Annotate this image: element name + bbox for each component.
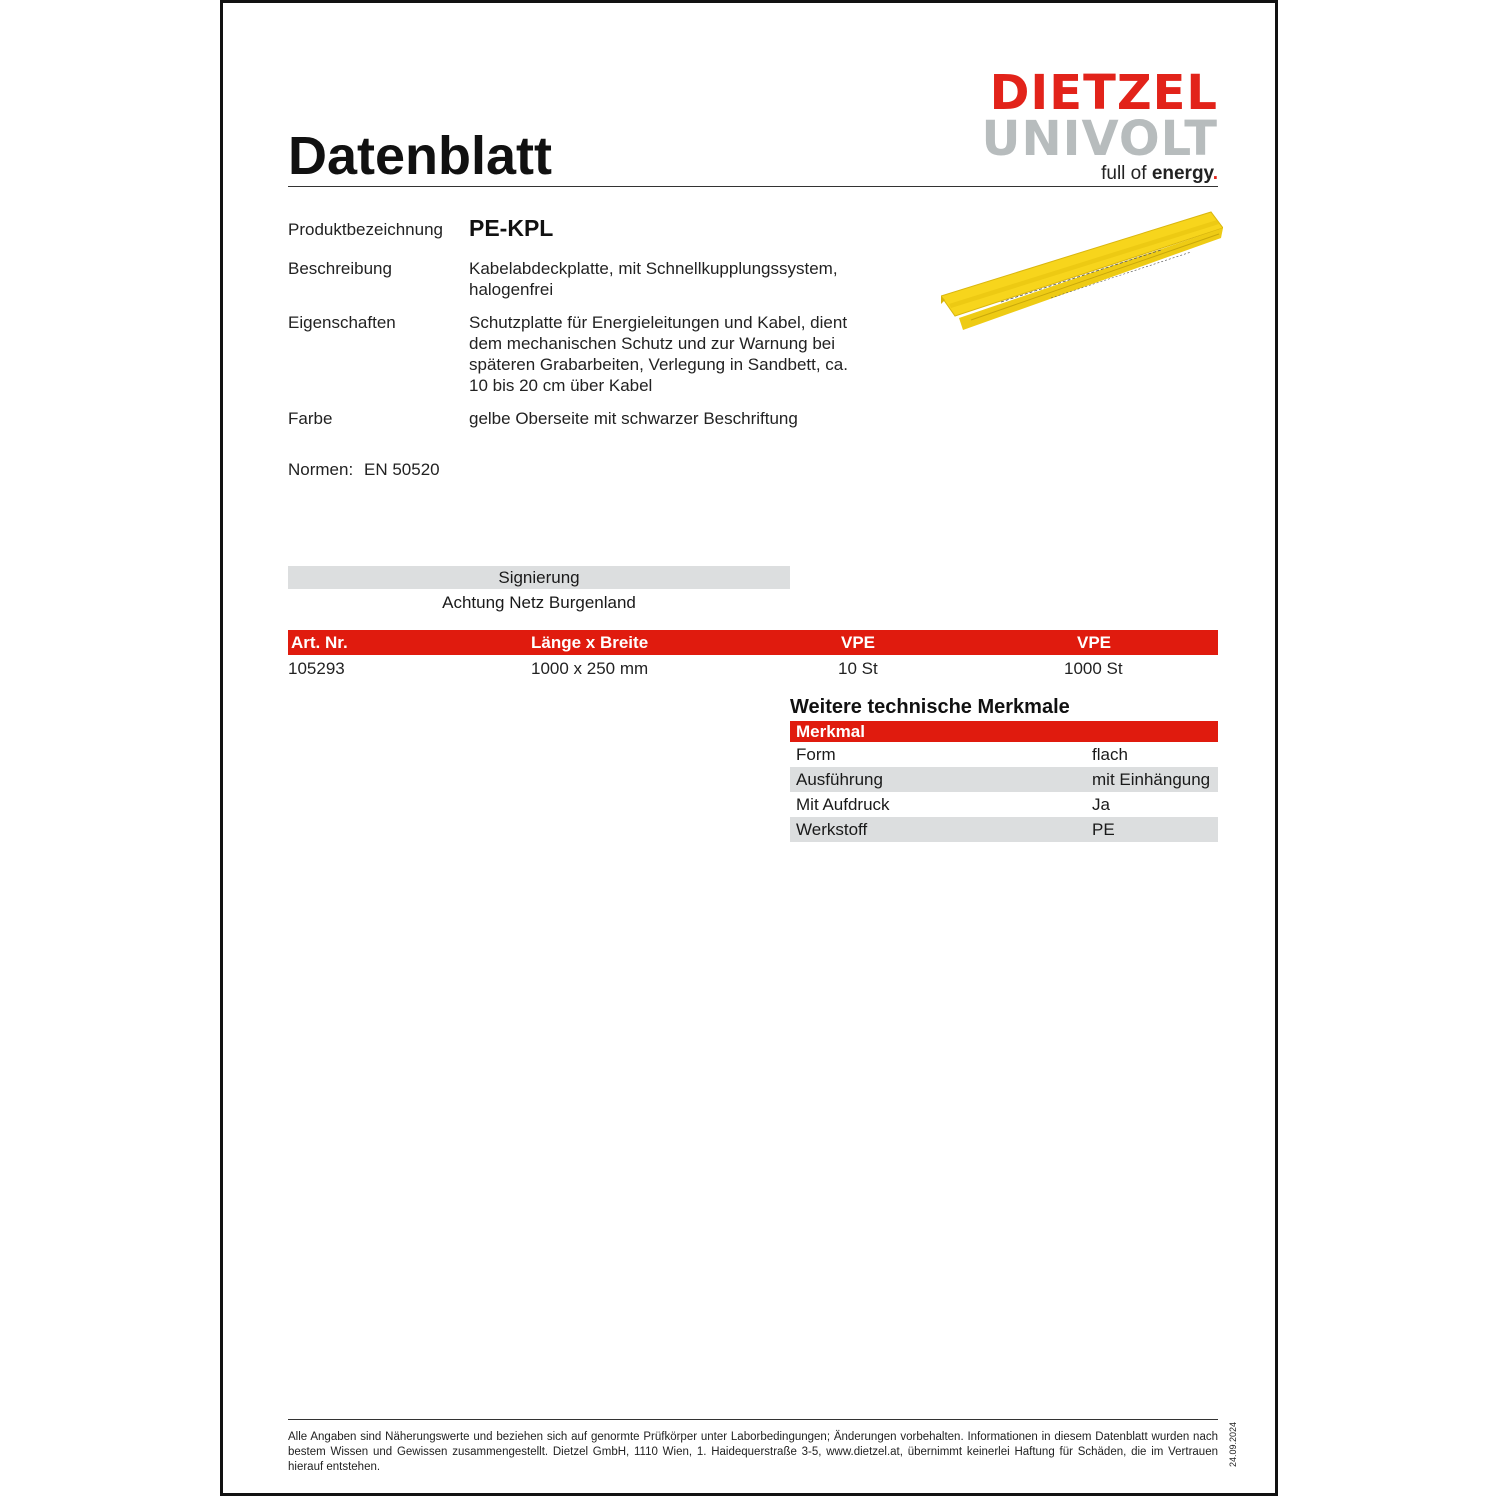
col-art-nr: Art. Nr. [291, 633, 348, 652]
article-table-header [288, 630, 1218, 655]
print-date: 24.09.2024 [1228, 1421, 1238, 1467]
features-title: Weitere technische Merkmale [790, 696, 1070, 718]
feature-row: Werkstoff PE [790, 817, 1218, 842]
product-name-label: Produktbezeichnung [288, 220, 444, 239]
cell-art-nr: 105293 [288, 659, 345, 678]
norms-value: EN 50520 [364, 460, 440, 479]
color-label: Farbe [288, 409, 333, 428]
properties-value: Schutzplatte für Energieleitungen und Kabel, dient dem mechanischen Schutz und zur Warnung bei späteren Grabarbeiten, Verlegung in Sandbett, ca. 10 bis 20 cm über Kabel [469, 313, 848, 395]
feature-row: Mit Aufdruck Ja [796, 795, 1110, 814]
signierung-header: Signierung [288, 566, 790, 589]
properties-label: Eigenschaften [288, 313, 396, 332]
description-value: Kabelabdeckplatte, mit Schnellkupplungssystem, halogenfrei [469, 259, 838, 299]
col-vpe-2: VPE [1077, 633, 1112, 652]
logo-univolt-text: UNIVOLT [981, 111, 1218, 167]
product-name: PE-KPL [469, 215, 554, 241]
page-title: Datenblatt [288, 126, 553, 186]
features-header: Merkmal [790, 721, 1218, 742]
product-image [941, 208, 1223, 333]
feature-row: Ausführung mit Einhängung [790, 767, 1218, 792]
col-vpe-1: VPE [841, 633, 876, 652]
cell-dimensions: 1000 x 250 mm [531, 659, 649, 678]
feature-row: Form flach [796, 745, 1128, 764]
color-value: gelbe Oberseite mit schwarzer Beschriftung [469, 409, 798, 428]
signierung-value: Achtung Netz Burgenland [442, 593, 636, 612]
dietzel-univolt-logo [981, 65, 1223, 187]
cell-vpe-2: 1000 St [1064, 659, 1123, 678]
footer-divider [288, 1419, 1218, 1420]
norms-label: Normen: [288, 460, 354, 479]
logo-slogan: full of energy. [1101, 163, 1218, 184]
logo-dietzel-text: DIETZEL [989, 65, 1218, 121]
description-label: Beschreibung [288, 259, 392, 278]
col-laenge-breite: Länge x Breite [531, 633, 649, 652]
datasheet-page [220, 0, 1278, 1496]
cell-vpe-1: 10 St [838, 659, 878, 678]
footer-disclaimer: Alle Angaben sind Näherungswerte und beziehen sich auf genormte Prüfkörper unter Laborbedingungen; Änderungen vorbehalten. Informationen in diesem Datenblatt wurden nach bestem Wissen und Gewissen zusammengestellt. Dietzel GmbH, 1110 Wien, 1. Haidequerstraße 3-5, www.dietzel.at, übernimmt keinerlei Haftung für Schäden, die im Vertrauen hierauf entstehen. [288, 1431, 1218, 1473]
